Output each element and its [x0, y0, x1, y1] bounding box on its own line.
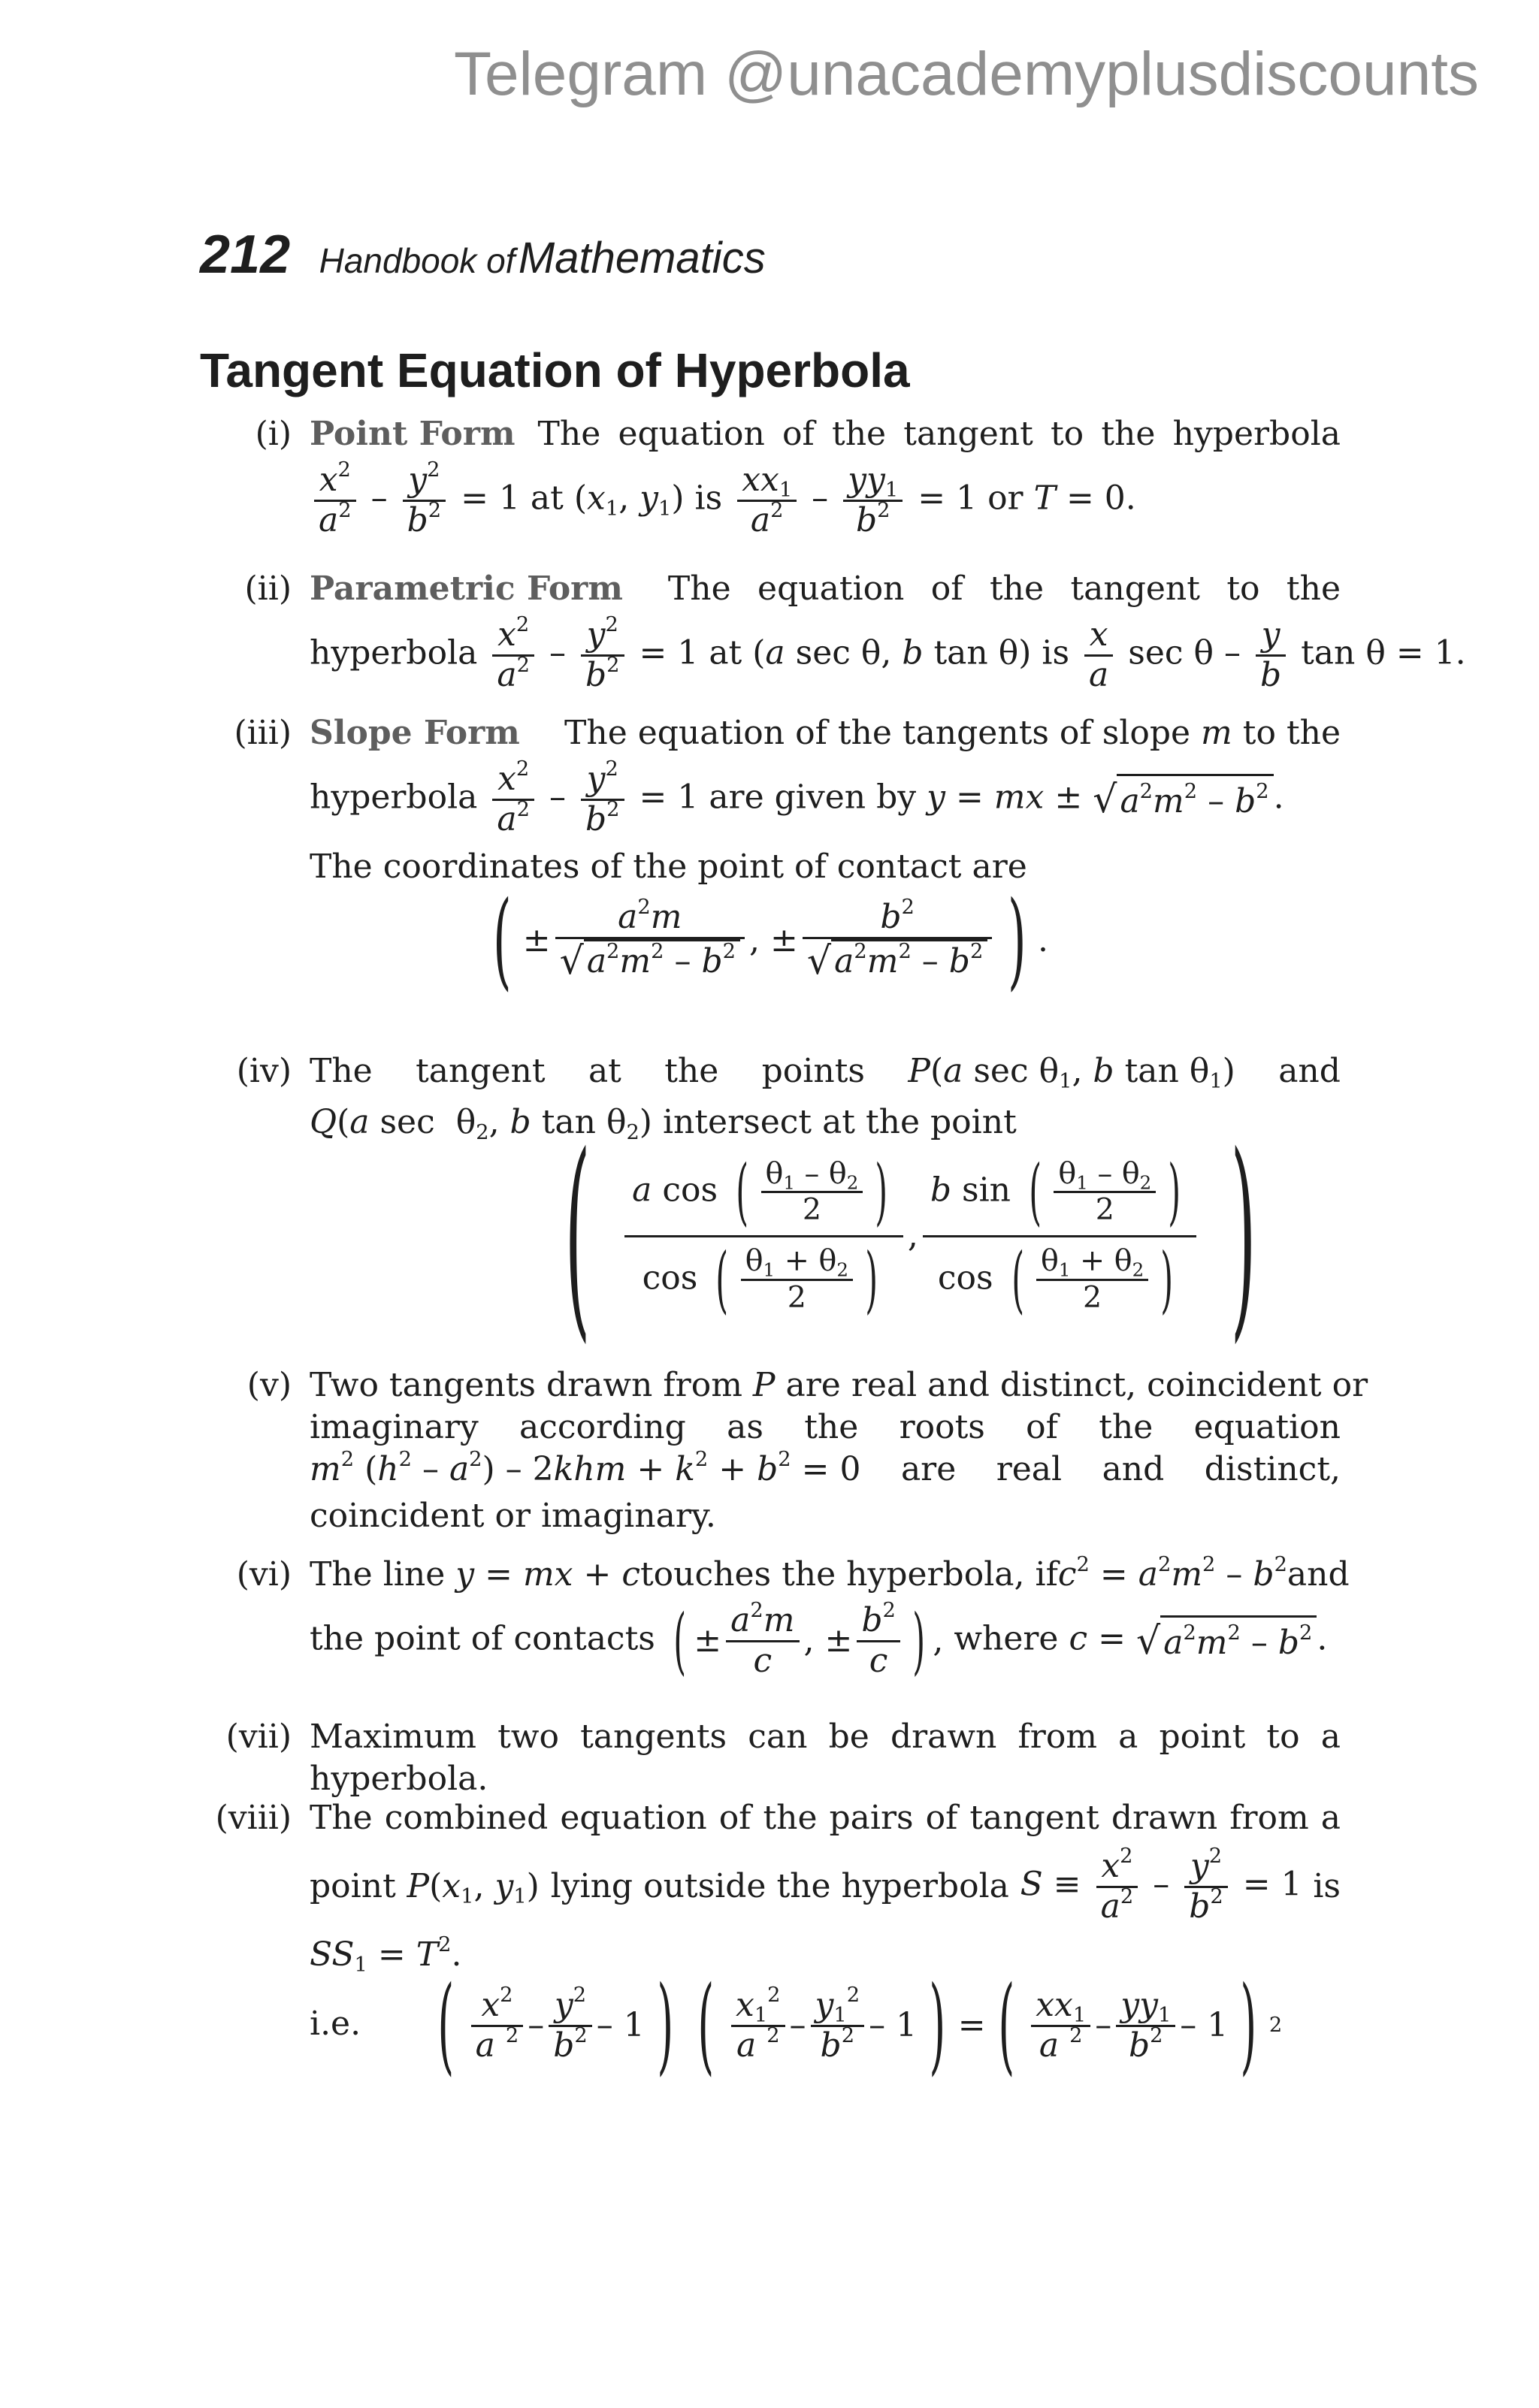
item-number: (vii) — [225, 1718, 292, 1756]
item-title: Parametric Form — [310, 570, 623, 608]
line-text: lying outside the hyperbola — [550, 1867, 1009, 1905]
word: real — [996, 1450, 1063, 1488]
line-text: The line — [310, 1555, 446, 1594]
word: a — [1118, 1718, 1138, 1756]
formula-point-form: $\frac{x^2}{a^2}$ – $\frac{y^2}{b^2}$ = 1 at ($x_1$, $y_1$) is $\frac{xx_1}{a^2}$ – $\frac{yy_1}{b^2}$ = 1 or T = 0. — [310, 461, 1341, 539]
item-number: (viii) — [215, 1799, 292, 1837]
item-slope-form: (iii) Slope Form The equation of the tangents of slope m to the hyperbola $\frac{x^2}{a^2}$ – $\frac{y^2}{b^2}$ = 1 are given by y = mx ± √ $a^2m^2 - b^2$ . The coordinates of the point of contact are ( ± $a^2m$ √ $a^2m^2 - b^2$ , ± $b^2$ √ $a^2m^2 - b^2$ ) . — [310, 709, 1341, 1011]
word: as — [727, 1408, 763, 1446]
word: at — [588, 1052, 621, 1090]
word: according — [519, 1408, 686, 1446]
item-tangents-nature: (v) Two tangents drawn from P are real and distinct, coincident or imaginary according as the roots of the equation $m^2$ $(h^2 - a^2) - 2khm + k^2 + b^2 = 0$ are real and distinct, coincident or imaginary. — [310, 1361, 1341, 1543]
item-text: The equation of the tangent to the hyperbola — [537, 415, 1341, 453]
item-number: (vi) — [236, 1555, 292, 1594]
item-line-touch: (vi) The line y = mx + c touches the hyperbola, if $c^2 = a^2m^2 - b^2$ and the point of contacts ( ± $\frac{a^2m}{c}$ , ± $\frac{b^2}{c}$ ) , where c = √ $a^2m^2 - b^2$ . — [310, 1551, 1341, 1692]
item-number: (ii) — [244, 570, 292, 608]
word: distinct, — [1204, 1450, 1341, 1488]
word: tangent — [416, 1052, 546, 1090]
line-text: is — [1313, 1867, 1341, 1905]
item-text: The equation of the tangents of slope — [564, 714, 1191, 752]
word: equation — [1193, 1408, 1341, 1446]
word: to — [1266, 1718, 1300, 1756]
equation-m: $m^2$ $(h^2 - a^2) - 2khm + k^2 + b^2 = 0$ — [310, 1447, 861, 1488]
word: imaginary — [310, 1408, 479, 1446]
formula-contact-point: ( ± $a^2m$ √ $a^2m^2 - b^2$ , ± $b^2$ √ $a^2m^2 - b^2$ ) . — [493, 878, 1048, 1002]
word: two — [497, 1718, 559, 1756]
page-number: 212 — [200, 225, 291, 285]
formula-slope-form: hyperbola $\frac{x^2}{a^2}$ – $\frac{y^2}{b^2}$ = 1 are given by y = mx ± √ $a^2m^2 - b^2$ . — [310, 757, 1284, 838]
line-text: the point of contacts — [310, 1619, 655, 1658]
item-pair-of-tangents: (viii) The combined equation of the pairs of tangent drawn from a point $P(x_1$, $y_1$) lying outside the hyperbola S ≡ $\frac{x^2}{a^2}$ – $\frac{y^2}{b^2}$ = 1 is $SS_1 = T^2$. i.e. ( $\frac{x^2}{a ^2}$ – $\frac{y^2}{b^2}$ – 1 ) ( $\frac{x_1^2}{a ^2}$ – $\frac{y_1^2}{b^2}$ – 1 ) = ( $\frac{xx_1}{a ^2}$ – $\frac{yy_1}{b^2}$ – 1 ) 2 — [310, 1794, 1341, 2099]
formula-ss1: $SS_1 = T^2$. — [310, 1932, 462, 1977]
point-p: P(a $\sec \theta_1$, b $\tan \theta_1$) — [908, 1052, 1235, 1094]
word: a — [1320, 1718, 1341, 1756]
item-title: Slope Form — [310, 714, 520, 752]
line-text: and — [1287, 1555, 1350, 1594]
word: The — [310, 1052, 373, 1090]
line-text: hyperbola. — [310, 1760, 488, 1798]
point-q: Q(a $\sec \theta_2$, b $\tan \theta_2$) — [310, 1103, 652, 1145]
word: of — [1026, 1408, 1058, 1446]
line-text: The combined equation of the pairs of tangent drawn from a — [310, 1799, 1341, 1837]
word: from — [1017, 1718, 1098, 1756]
item-number: (i) — [255, 415, 292, 453]
item-number: (v) — [246, 1366, 292, 1404]
item-text: The equation of the tangent to the — [667, 570, 1341, 608]
word: drawn — [890, 1718, 997, 1756]
line-text: are real and distinct, coincident or — [785, 1366, 1368, 1404]
book-title-subject: Mathematics — [518, 234, 766, 282]
word: the — [804, 1408, 859, 1446]
item-text-2: to the — [1242, 714, 1341, 752]
word: the — [664, 1052, 719, 1090]
section-title: Tangent Equation of Hyperbola — [200, 343, 910, 397]
formula-intersection: ( a cos ( $\frac{\theta_1 - \theta_2}{2}$ ) cos ( $\frac{\theta_1 + \theta_2}{2}$ ) , b sin ( $\frac{\theta_1 - \theta_2}{2}$ ) cos ( $\frac{\theta_1 + \theta_2}{2}$ ) ) — [564, 1109, 1256, 1363]
word: points — [761, 1052, 865, 1090]
word: be — [828, 1718, 869, 1756]
word: roots — [899, 1408, 985, 1446]
formula-contact-points: the point of contacts ( ± $\frac{a^2m}{c}$ , ± $\frac{b^2}{c}$ ) , where c = √ $a^2m^2 - b^2$ . — [310, 1598, 1328, 1684]
formula-expanded: i.e. ( $\frac{x^2}{a ^2}$ – $\frac{y^2}{b^2}$ – 1 ) ( $\frac{x_1^2}{a ^2}$ – $\frac{y_1^2}{b^2}$ – 1 ) = ( $\frac{xx_1}{a ^2}$ – $\frac{yy_1}{b^2}$ – 1 ) 2 — [310, 1964, 1283, 2087]
line-text: Two tangents drawn from — [310, 1366, 742, 1404]
watermark: Telegram @unacademyplusdiscounts — [453, 40, 1479, 108]
page-header — [200, 224, 766, 286]
formula-parametric-form: hyperbola $\frac{x^2}{a^2}$ – $\frac{y^2}{b^2}$ = 1 at (a sec θ, b tan θ) is $\frac{x}{a}$ sec θ – $\frac{y}{b}$ tan θ = 1. — [310, 612, 1466, 694]
item-number: (iii) — [234, 714, 292, 752]
coords-text: The coordinates of the point of contact are — [310, 847, 1027, 886]
item-max-tangents — [225, 1713, 1341, 1806]
item-number: (iv) — [236, 1052, 292, 1090]
book-title-prefix: Handbook of — [319, 241, 516, 280]
line-text: coincident or imaginary. — [310, 1497, 716, 1535]
word: the — [1099, 1408, 1153, 1446]
line-text: touches the hyperbola, if — [639, 1555, 1058, 1594]
word: and — [1102, 1450, 1165, 1488]
item-parametric-form — [244, 565, 1466, 694]
item-intersection — [236, 1047, 1341, 1363]
word: are — [900, 1450, 957, 1488]
intersect-text: intersect at the point — [662, 1103, 1017, 1141]
word: can — [748, 1718, 808, 1756]
word: Maximum — [310, 1718, 476, 1756]
ie-label: i.e. — [310, 2004, 361, 2043]
item-title: Point Form — [310, 415, 516, 453]
word: tangents — [580, 1718, 727, 1756]
word: and — [1278, 1052, 1341, 1090]
item-point-form — [255, 410, 1341, 539]
line-text: where — [954, 1619, 1059, 1658]
word: point — [1159, 1718, 1246, 1756]
line-text: point — [310, 1867, 396, 1905]
